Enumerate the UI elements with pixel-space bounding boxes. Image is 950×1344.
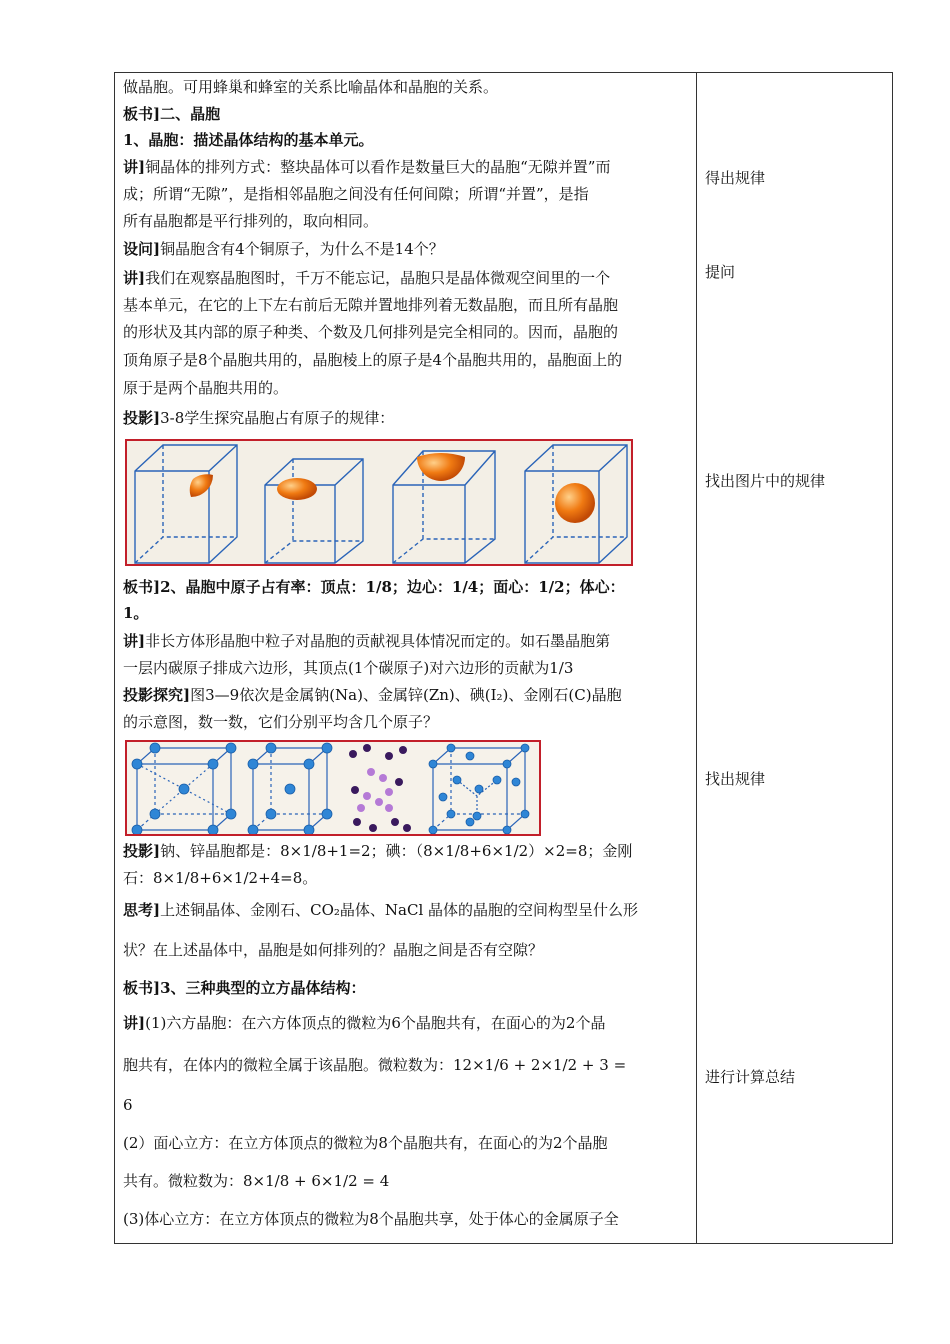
- label-touying: 投影]: [123, 842, 161, 860]
- label-touying-tanjiu: 投影探究]: [123, 686, 191, 704]
- side-note: 找出图片中的规律: [705, 472, 826, 490]
- text-line: 共有。微粒数为：8×1/8 + 6×1/2 = 4: [123, 1172, 390, 1190]
- figure-crystal-cells: [125, 740, 541, 836]
- heading-cubic-structures: 板书]3、三种典型的立方晶体结构：: [123, 979, 366, 997]
- text-line: 所有晶胞都是平行排列的，取向相同。: [123, 212, 379, 230]
- label-shewen: 设问]: [123, 240, 161, 258]
- text-line: 状？在上述晶体中，晶胞是如何排列的？晶胞之间是否有空隙？: [123, 941, 544, 959]
- heading-cell-definition: 1、晶胞：描述晶体结构的基本单元。: [123, 131, 374, 149]
- text-line: 讲]非长方体形晶胞中粒子对晶胞的贡献视具体情况而定的。如石墨晶胞第: [123, 632, 611, 650]
- atom-face-half: [417, 453, 465, 481]
- text-line: (3)体心立方：在立方体顶点的微粒为8个晶胞共享，处于体心的金属原子全: [123, 1210, 619, 1228]
- cube-corner: [135, 445, 237, 563]
- text-line: 的示意图，数一数，它们分别平均含几个原子？: [123, 713, 439, 731]
- text-line: (2）面心立方：在立方体顶点的微粒为8个晶胞共有，在面心的为2个晶胞: [123, 1134, 608, 1152]
- text-line: 讲](1)六方晶胞：在六方体顶点的微粒为6个晶胞共有，在面心的为2个晶: [123, 1014, 606, 1032]
- side-note: 找出规律: [705, 770, 766, 788]
- label-jiang: 讲]: [123, 1014, 146, 1032]
- text-line: 讲]我们在观察晶胞图时，千万不能忘记，晶胞只是晶体微观空间里的一个: [123, 269, 611, 287]
- text-line: 一层内碳原子排成六边形，其顶点(1个碳原子)对六边形的贡献为1/3: [123, 659, 574, 677]
- cube-edge: [265, 459, 363, 563]
- column-divider: [696, 73, 697, 1243]
- heading-board: 板书]二、晶胞: [123, 105, 221, 123]
- atom-edge-quarter: [277, 478, 317, 500]
- text-line: 成；所谓“无隙”，是指相邻晶胞之间没有任何间隙；所谓“并置”，是指: [123, 185, 589, 203]
- figure-atom-share-cubes: [125, 439, 633, 566]
- text-line: 讲]铜晶体的排列方式：整块晶体可以看作是数量巨大的晶胞“无隙并置”而: [123, 158, 611, 176]
- text-line: 基本单元，在它的上下左右前后无隙并置地排列着无数晶胞，而且所有晶胞: [123, 296, 619, 314]
- heading-occupancy: 板书]2、晶胞中原子占有率：顶点：1/8；边心：1/4；面心：1/2；体心：: [123, 578, 625, 596]
- label-jiang: 讲]: [123, 632, 146, 650]
- label-jiang: 讲]: [123, 158, 146, 176]
- label-sikao: 思考]: [123, 901, 161, 919]
- text-line: 思考]上述铜晶体、金刚石、CO₂晶体、NaCl 晶体的晶胞的空间构型呈什么形: [123, 901, 639, 919]
- label-jiang: 讲]: [123, 269, 146, 287]
- text-line: 6: [123, 1096, 133, 1114]
- text-line: 1。: [123, 604, 149, 622]
- side-note: 进行计算总结: [705, 1068, 796, 1086]
- text-line: 投影探究]图3—9依次是金属钠(Na)、金属锌(Zn)、碘(I₂)、金刚石(C)晶胞: [123, 686, 622, 704]
- atoms-iodine: [349, 744, 411, 832]
- text-line: 石：8×1/8+6×1/2+4=8。: [123, 869, 318, 887]
- side-note: 得出规律: [705, 169, 766, 187]
- text-line: 投影]3-8学生探究晶胞占有原子的规律：: [123, 409, 395, 427]
- text-line: 胞共有，在体内的微粒全属于该晶胞。微粒数为：12×1/6 + 2×1/2 + 3 =: [123, 1056, 627, 1074]
- text-line: 的形状及其内部的原子种类、个数及几何排列是完全相同的。因而，晶胞的: [123, 323, 619, 341]
- text-line: 投影]钠、锌晶胞都是：8×1/8+1=2；碘：（8×1/8+6×1/2）×2=8；金刚: [123, 842, 633, 860]
- text-line: 原于是两个晶胞共用的。: [123, 379, 289, 397]
- lesson-table: [114, 72, 893, 1244]
- text-line: 做晶胞。可用蜂巢和蜂室的关系比喻晶体和晶胞的关系。: [123, 78, 499, 96]
- side-note: 提问: [705, 263, 736, 281]
- text-line: 设问]铜晶胞含有4个铜原子，为什么不是14个？: [123, 240, 444, 258]
- text-line: 顶角原子是8个晶胞共用的，晶胞棱上的原子是4个晶胞共用的，晶胞面上的: [123, 351, 623, 369]
- label-touying: 投影]: [123, 409, 161, 427]
- atom-body-whole: [555, 483, 595, 523]
